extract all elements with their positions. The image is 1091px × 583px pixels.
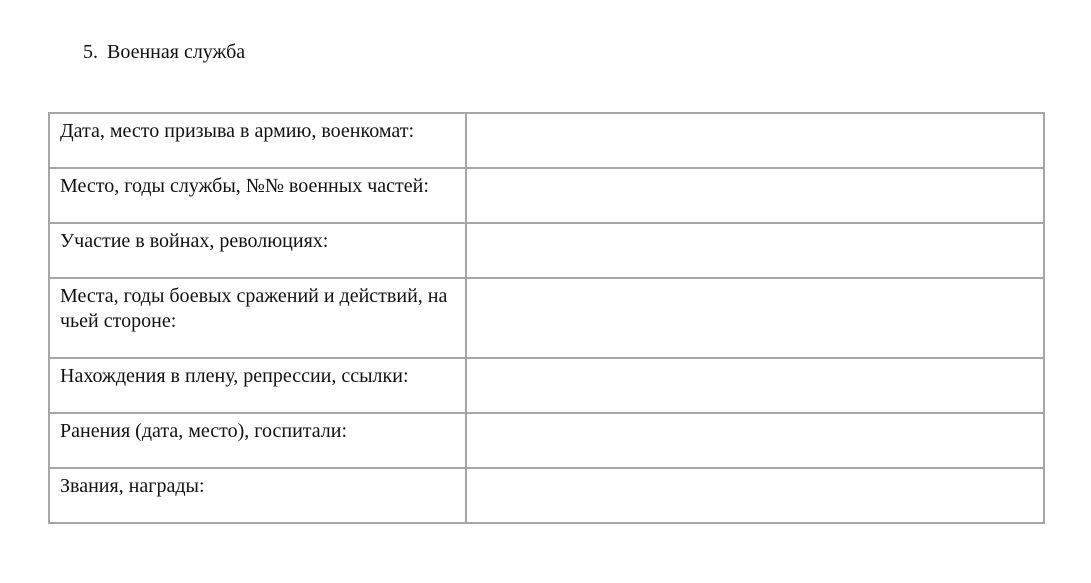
row-label: Место, годы службы, №№ военных частей: bbox=[49, 168, 466, 223]
row-value-cell[interactable] bbox=[466, 468, 1044, 523]
row-label: Места, годы боевых сражений и действий, на чьей стороне: bbox=[49, 278, 466, 358]
row-value-cell[interactable] bbox=[466, 413, 1044, 468]
table-row bbox=[49, 413, 1044, 468]
row-label: Ранения (дата, место), госпитали: bbox=[49, 413, 466, 468]
table-row bbox=[49, 168, 1044, 223]
military-service-table bbox=[48, 112, 1045, 524]
table-row bbox=[49, 468, 1044, 523]
row-label: Участие в войнах, революциях: bbox=[49, 223, 466, 278]
section-title: Военная служба bbox=[107, 41, 246, 63]
row-label: Дата, место призыва в армию, военкомат: bbox=[49, 113, 466, 168]
table-row bbox=[49, 278, 1044, 358]
table-row bbox=[49, 223, 1044, 278]
table-row bbox=[49, 113, 1044, 168]
section-number: 5. bbox=[83, 41, 98, 63]
row-value-cell[interactable] bbox=[466, 113, 1044, 168]
row-value-cell[interactable] bbox=[466, 358, 1044, 413]
row-label: Звания, награды: bbox=[49, 468, 466, 523]
row-label: Нахождения в плену, репрессии, ссылки: bbox=[49, 358, 466, 413]
table-row bbox=[49, 358, 1044, 413]
row-value-cell[interactable] bbox=[466, 168, 1044, 223]
row-value-cell[interactable] bbox=[466, 278, 1044, 358]
section-heading bbox=[83, 40, 245, 64]
row-value-cell[interactable] bbox=[466, 223, 1044, 278]
